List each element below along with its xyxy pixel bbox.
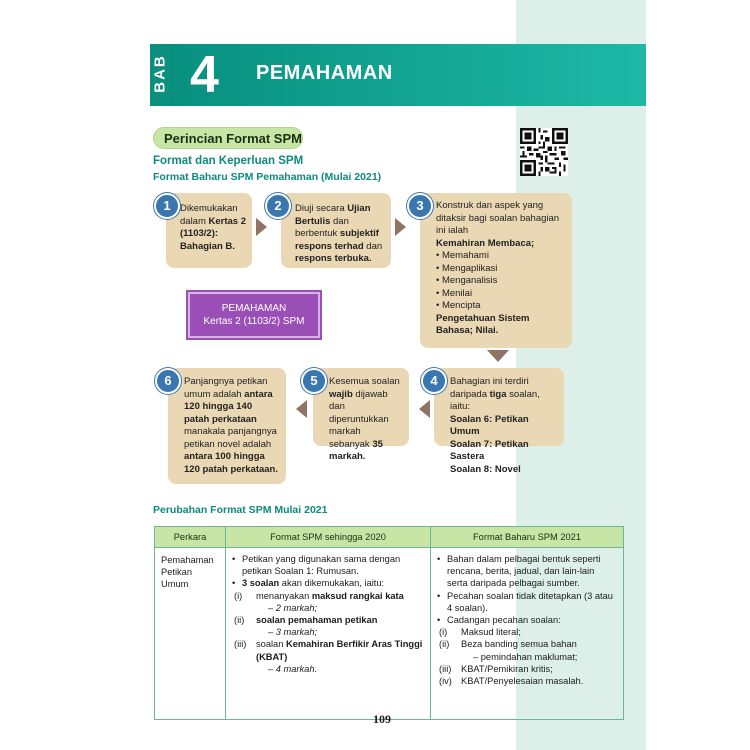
table-header: Format Baharu SPM 2021 xyxy=(431,527,624,548)
page-number: 109 xyxy=(373,712,391,726)
arrow-right-icon xyxy=(395,218,406,236)
table-header: Perkara xyxy=(155,527,226,548)
step-3-number: 3 xyxy=(407,193,433,219)
old-format-cell: • Petikan yang digunakan sama dengan petikan Soalan 1: Rumusan. • 3 soalan akan dikemukakan, iaitu: (i) menanyakan maksud rangkai kata – 2 markah; (ii) soalan pemahaman petikan – 3 markah; (iii) soalan Kemahiran Berfikir Aras Tinggi (KBAT) – 4 markah. xyxy=(226,548,431,720)
chapter-title: PEMAHAMAN xyxy=(256,62,393,84)
bab-label: BAB xyxy=(151,54,169,93)
table-title: Perubahan Format SPM Mulai 2021 xyxy=(153,504,328,516)
step-2-box: Diuji secara Ujian Bertulis dan berbentuk subjektif respons terhad dan respons terbuka. xyxy=(281,193,391,268)
step-2-number: 2 xyxy=(265,193,291,219)
new-format-cell: • Bahan dalam pelbagai bentuk seperti rencana, berita, jadual, dan lain-lain serta daripada pelbagai sumber. • Pecahan soalan tidak ditetapkan (3 atau 4 soalan). • Cadangan pecahan soalan: (i) Maksud literal; (ii) Beza banding semua bahan – pemindahan maklumat; (iii) KBAT/Pemikiran kritis; (iv) KBAT/Penyelesaian masalah. xyxy=(431,548,624,720)
table-header: Format SPM sehingga 2020 xyxy=(226,527,431,548)
center-label: PEMAHAMAN Kertas 2 (1103/2) SPM xyxy=(188,292,320,338)
bab-tab xyxy=(150,44,170,106)
step-5-number: 5 xyxy=(301,368,327,394)
arrow-left-icon xyxy=(296,400,307,418)
qr-code-icon[interactable] xyxy=(520,128,568,176)
row-label: Pemahaman Petikan Umum xyxy=(155,548,226,720)
arrow-left-icon xyxy=(419,400,430,418)
chapter-banner xyxy=(170,44,646,106)
step-4-box: Bahagian ini terdiri daripada tiga soalan, iaitu: Soalan 6: Petikan Umum Soalan 7: Petikan Sastera Soalan 8: Novel xyxy=(434,368,564,446)
step-1-number: 1 xyxy=(154,193,180,219)
table-row xyxy=(155,548,624,720)
section-subtitle: Format dan Keperluan SPM xyxy=(153,155,304,167)
arrow-right-icon xyxy=(256,218,267,236)
section-subtitle-2: Format Baharu SPM Pemahaman (Mulai 2021) xyxy=(153,171,382,183)
chapter-number: 4 xyxy=(190,46,219,104)
arrow-down-icon xyxy=(487,350,509,362)
section-pill: Perincian Format SPM xyxy=(153,127,303,149)
step-6-number: 6 xyxy=(155,368,181,394)
format-comparison-table xyxy=(154,526,624,720)
step-6-box: Panjangnya petikan umum adalah antara 120 hingga 140 patah perkataan manakala panjangnya petikan novel adalah antara 100 hingga 120 patah perkataan. xyxy=(168,368,286,484)
step-3-box: Konstruk dan aspek yang ditaksir bagi soalan bahagian ini ialah Kemahiran Membaca; • Memahami • Mengaplikasi • Menganalisis • Menilai • Mencipta Pengetahuan Sistem Bahasa; Nilai. xyxy=(420,193,572,348)
table-header-row xyxy=(155,527,624,548)
step-5-box: Kesemua soalan wajib dijawab dan diperuntukkan markah sebanyak 35 markah. xyxy=(313,368,409,446)
step-4-number: 4 xyxy=(421,368,447,394)
step-1-box: Dikemukakan dalam Kertas 2 (1103/2): Bahagian B. xyxy=(166,193,252,268)
